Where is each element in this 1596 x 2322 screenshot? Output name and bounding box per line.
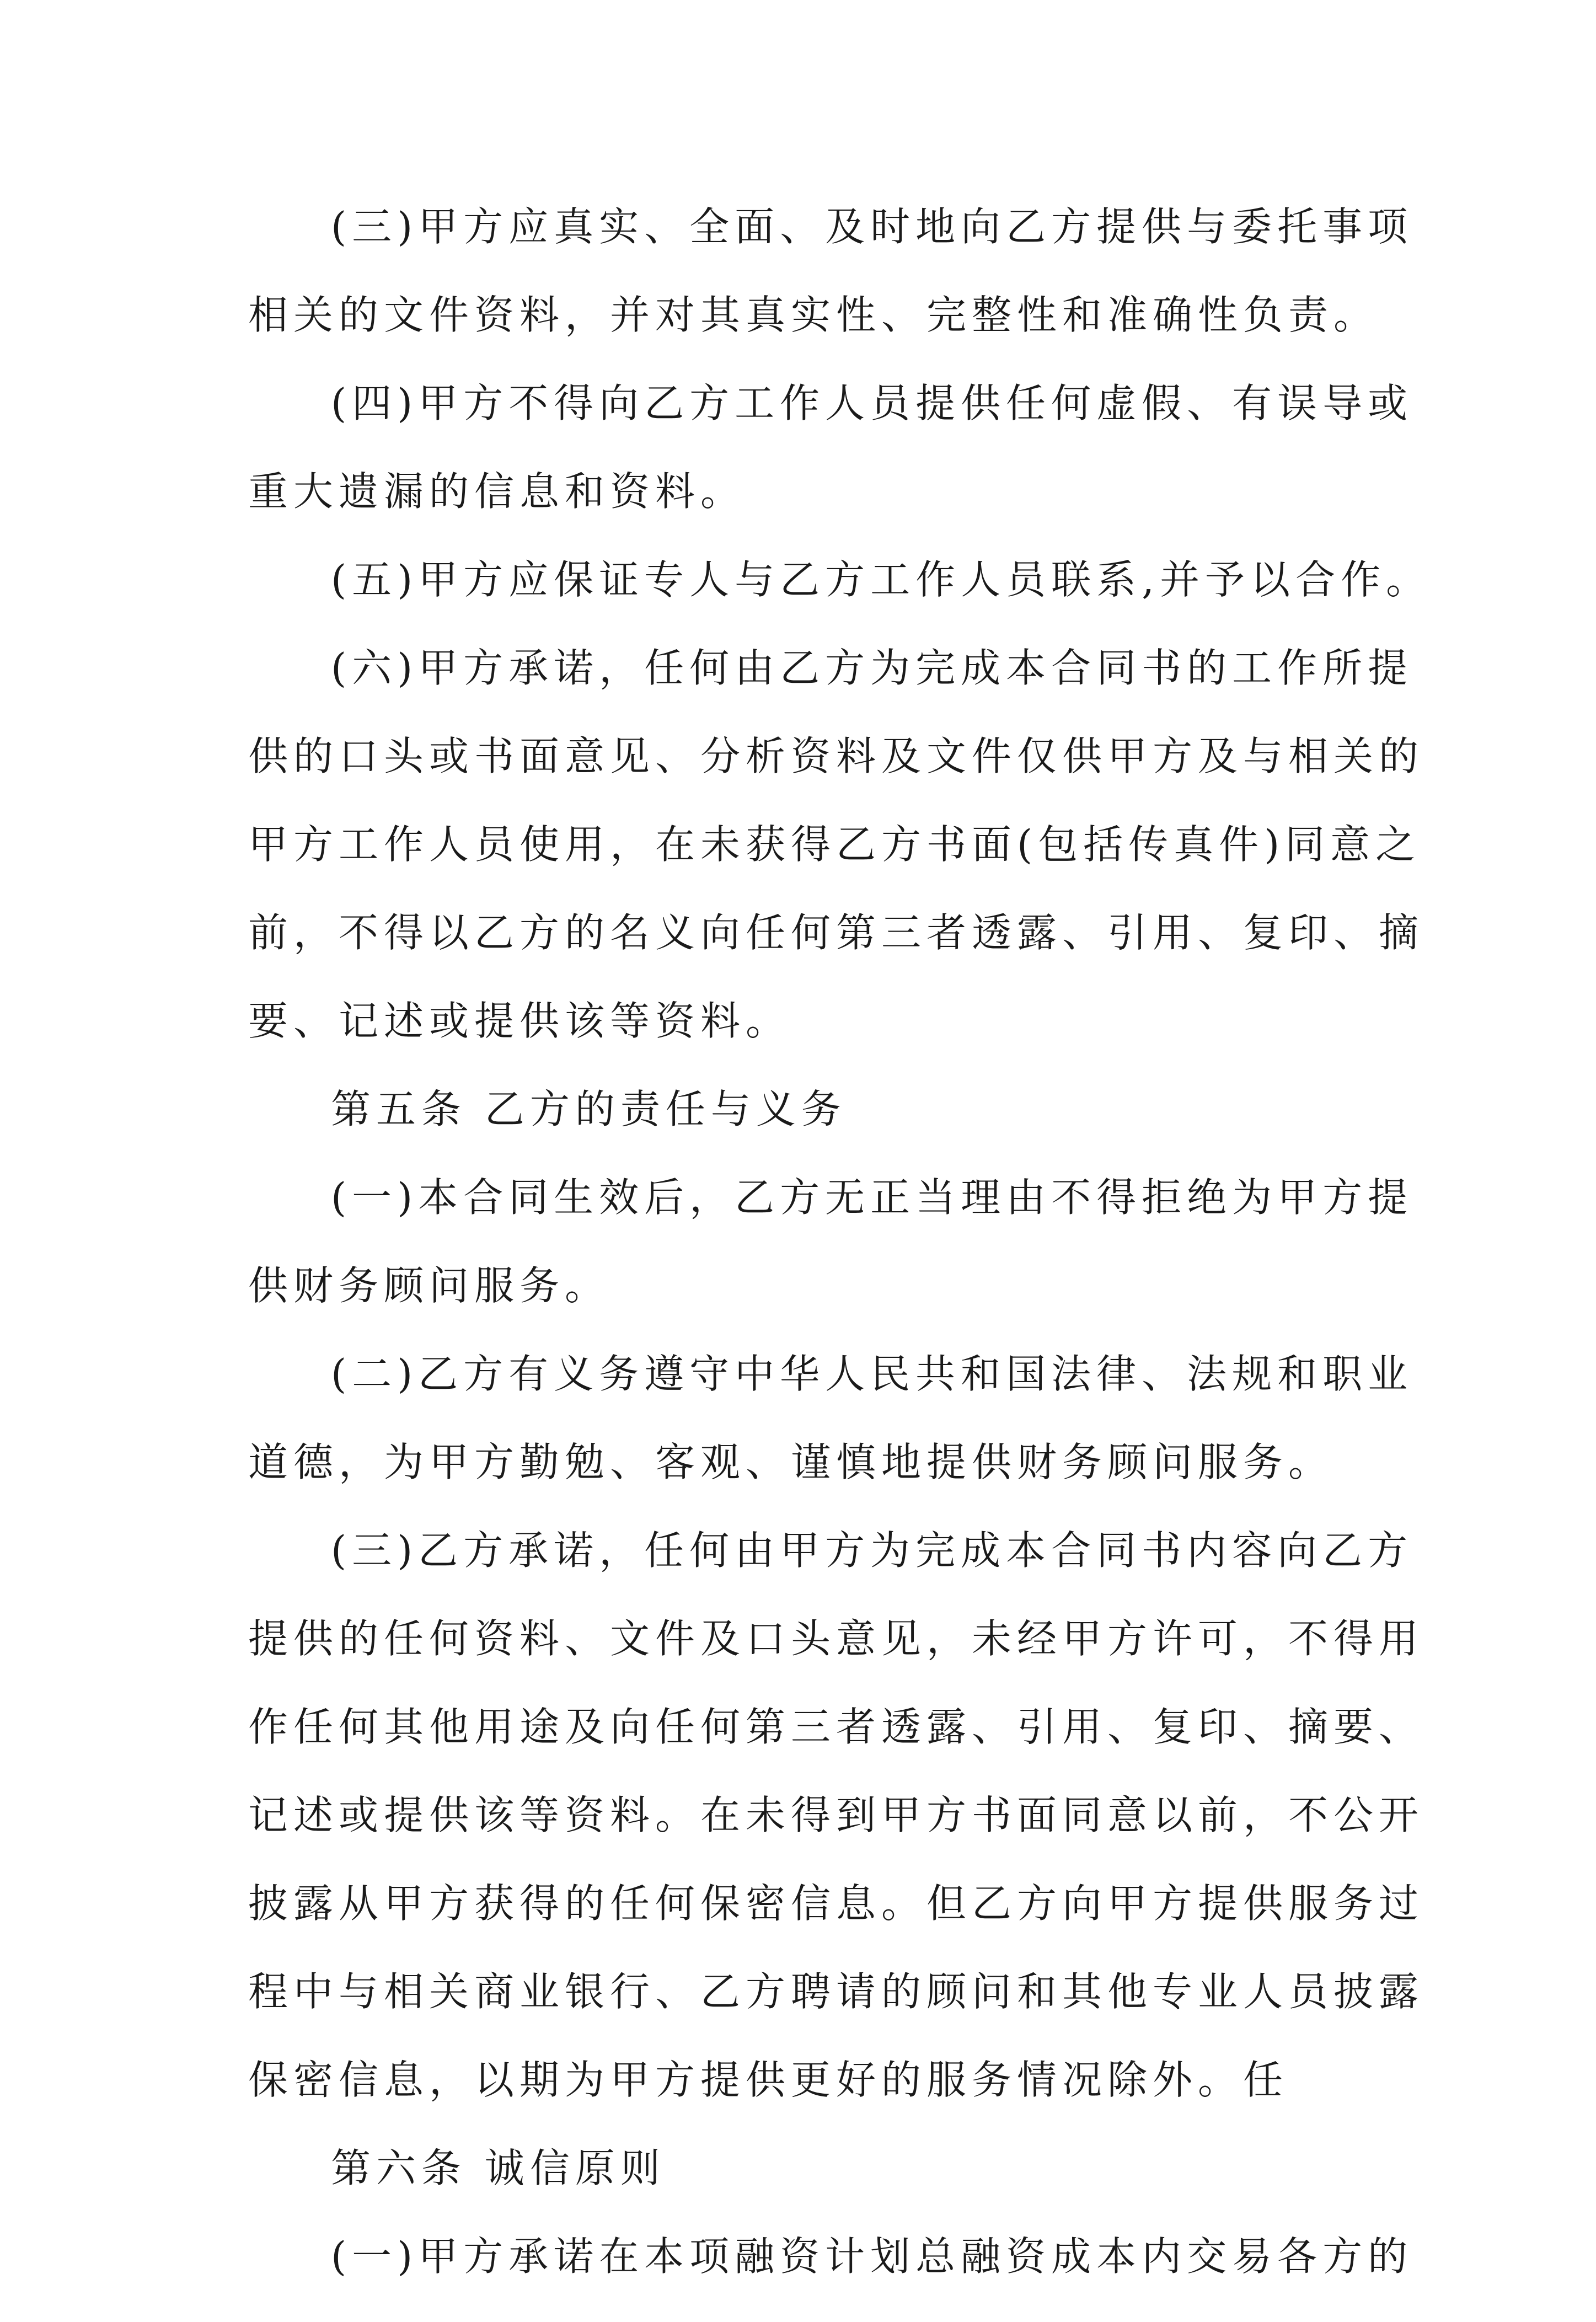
- text-line: 要、记述或提供该等资料。: [248, 998, 791, 1044]
- text-line: 提供的任何资料、文件及口头意见，未经甲方许可，不得用: [248, 1615, 1424, 1662]
- text-line: 保密信息，以期为甲方提供更好的服务情况除外。任: [248, 2057, 1289, 2103]
- text-line: (四)甲方不得向乙方工作人员提供任何虚假、有误导或: [331, 380, 1413, 426]
- text-line: 甲方工作人员使用，在未获得乙方书面(包括传真件)同意之: [248, 821, 1421, 868]
- text-line: (一)甲方承诺在本项融资计划总融资成本内交易各方的: [331, 2233, 1413, 2280]
- text-line: 作任何其他用途及向任何第三者透露、引用、复印、摘要、: [248, 1704, 1424, 1750]
- text-line: 前，不得以乙方的名义向任何第三者透露、引用、复印、摘: [248, 909, 1424, 956]
- text-line: (五)甲方应保证专人与乙方工作人员联系,并予以合作。: [331, 557, 1432, 603]
- text-line: (三)甲方应真实、全面、及时地向乙方提供与委托事项: [331, 204, 1413, 250]
- text-line: (一)本合同生效后，乙方无正当理由不得拒绝为甲方提: [331, 1174, 1413, 1221]
- section-heading: 第六条 诚信原则: [331, 2145, 666, 2191]
- text-line: 程中与相关商业银行、乙方聘请的顾问和其他专业人员披露: [248, 1968, 1424, 2015]
- text-line: (六)甲方承诺，任何由乙方为完成本合同书的工作所提: [331, 645, 1413, 691]
- text-line: 供的口头或书面意见、分析资料及文件仅供甲方及与相关的: [248, 733, 1424, 779]
- text-line: 披露从甲方获得的任何保密信息。但乙方向甲方提供服务过: [248, 1880, 1424, 1927]
- section-heading: 第五条 乙方的责任与义务: [331, 1086, 847, 1132]
- text-line: (三)乙方承诺，任何由甲方为完成本合同书内容向乙方: [331, 1527, 1413, 1574]
- text-line: 记述或提供该等资料。在未得到甲方书面同意以前，不公开: [248, 1792, 1424, 1838]
- text-line: 道德，为甲方勤勉、客观、谨慎地提供财务顾问服务。: [248, 1439, 1334, 1485]
- document-body: [248, 204, 1432, 2322]
- text-line: 供财务顾问服务。: [248, 1262, 610, 1309]
- text-line: 相关的文件资料，并对其真实性、完整性和准确性负责。: [248, 292, 1379, 338]
- text-line: (二)乙方有义务遵守中华人民共和国法律、法规和职业: [331, 1351, 1413, 1397]
- text-line: 重大遗漏的信息和资料。: [248, 468, 746, 515]
